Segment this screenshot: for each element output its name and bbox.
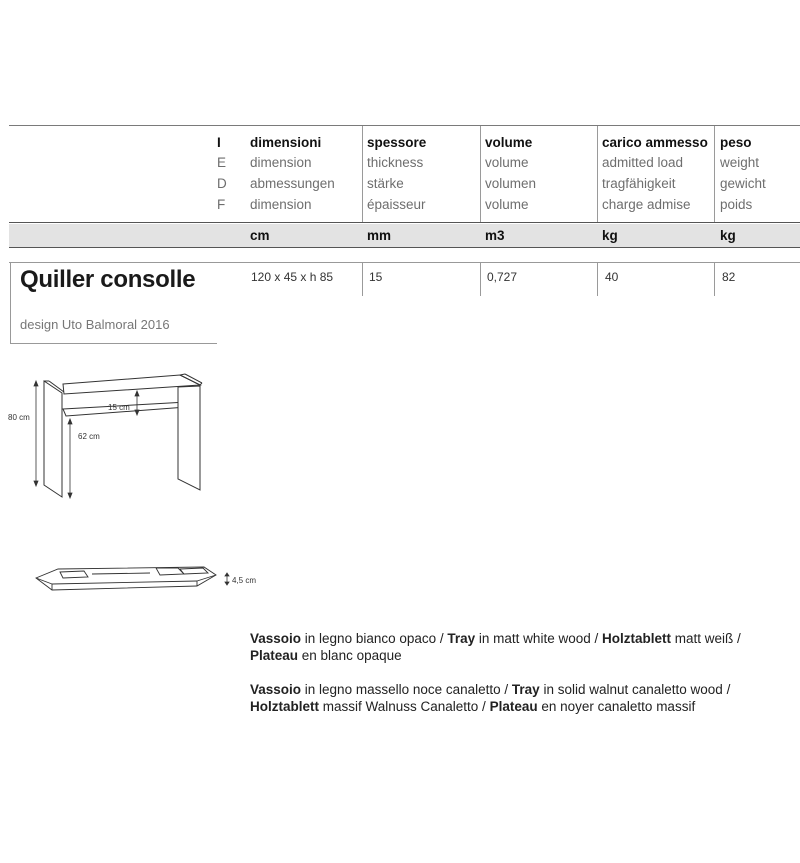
description-term: Vassoio xyxy=(250,682,302,697)
description-text: matt weiß / xyxy=(670,631,741,646)
col-label: abmessungen xyxy=(250,176,335,191)
description-term: Tray xyxy=(447,631,476,646)
description-term: Holztablett xyxy=(250,699,319,714)
description-text: in matt white wood / xyxy=(475,631,602,646)
description-term: Tray xyxy=(511,682,540,697)
description-text: en blanc opaque xyxy=(298,648,402,663)
description-text: in legno massello noce canaletto / xyxy=(301,682,512,697)
unit-dimensions: cm xyxy=(250,228,270,243)
col-label: stärke xyxy=(367,176,404,191)
description-term: Holztablett xyxy=(601,631,671,646)
lang-code: F xyxy=(217,197,226,212)
value-thickness: 15 xyxy=(369,270,383,284)
dim-tray-height: 4,5 cm xyxy=(232,576,257,585)
description-walnut xyxy=(250,681,780,715)
product-designer: design Uto Balmoral 2016 xyxy=(20,317,170,332)
col-label: volume xyxy=(485,197,529,212)
col-label: charge admise xyxy=(602,197,691,212)
description-text: in solid walnut canaletto wood / xyxy=(539,682,731,697)
description-term: Plateau xyxy=(250,648,299,663)
col-label: admitted load xyxy=(602,155,684,170)
col-header-volume: volume xyxy=(485,135,533,150)
col-label: épaisseur xyxy=(367,197,426,212)
col-label: volume xyxy=(485,155,529,170)
unit-load: kg xyxy=(602,228,618,243)
dim-shelf-gap: 15 cm xyxy=(108,403,130,412)
value-dimensions: 120 x 45 x h 85 xyxy=(251,270,334,284)
description-text: in legno bianco opaco / xyxy=(301,631,448,646)
lang-code: D xyxy=(217,176,227,191)
value-weight: 82 xyxy=(722,270,736,284)
col-header-load: carico ammesso xyxy=(602,135,708,150)
value-volume: 0,727 xyxy=(487,270,518,284)
col-label: tragfähigkeit xyxy=(602,176,676,191)
unit-thickness: mm xyxy=(367,228,392,243)
dim-leg-height: 62 cm xyxy=(78,432,100,441)
col-label: volumen xyxy=(485,176,537,191)
description-text: massif Walnuss Canaletto / xyxy=(319,699,490,714)
lang-code: I xyxy=(217,135,221,150)
col-label: gewicht xyxy=(720,176,766,191)
description-text: en noyer canaletto massif xyxy=(537,699,696,714)
col-label: weight xyxy=(720,155,760,170)
col-header-dimensions: dimensioni xyxy=(250,135,322,150)
description-term: Vassoio xyxy=(250,631,302,646)
unit-volume: m3 xyxy=(485,228,505,243)
lang-code: E xyxy=(217,155,227,170)
dim-total-height: 80 cm xyxy=(8,413,30,422)
col-label: poids xyxy=(720,197,753,212)
col-header-weight: peso xyxy=(720,135,752,150)
col-header-thickness: spessore xyxy=(367,135,427,150)
unit-weight: kg xyxy=(720,228,736,243)
col-label: thickness xyxy=(367,155,424,170)
product-title: Quiller consolle xyxy=(20,266,196,293)
col-label: dimension xyxy=(250,155,312,170)
col-label: dimension xyxy=(250,197,312,212)
description-white xyxy=(250,630,780,664)
description-term: Plateau xyxy=(489,699,538,714)
value-load: 40 xyxy=(605,270,619,284)
